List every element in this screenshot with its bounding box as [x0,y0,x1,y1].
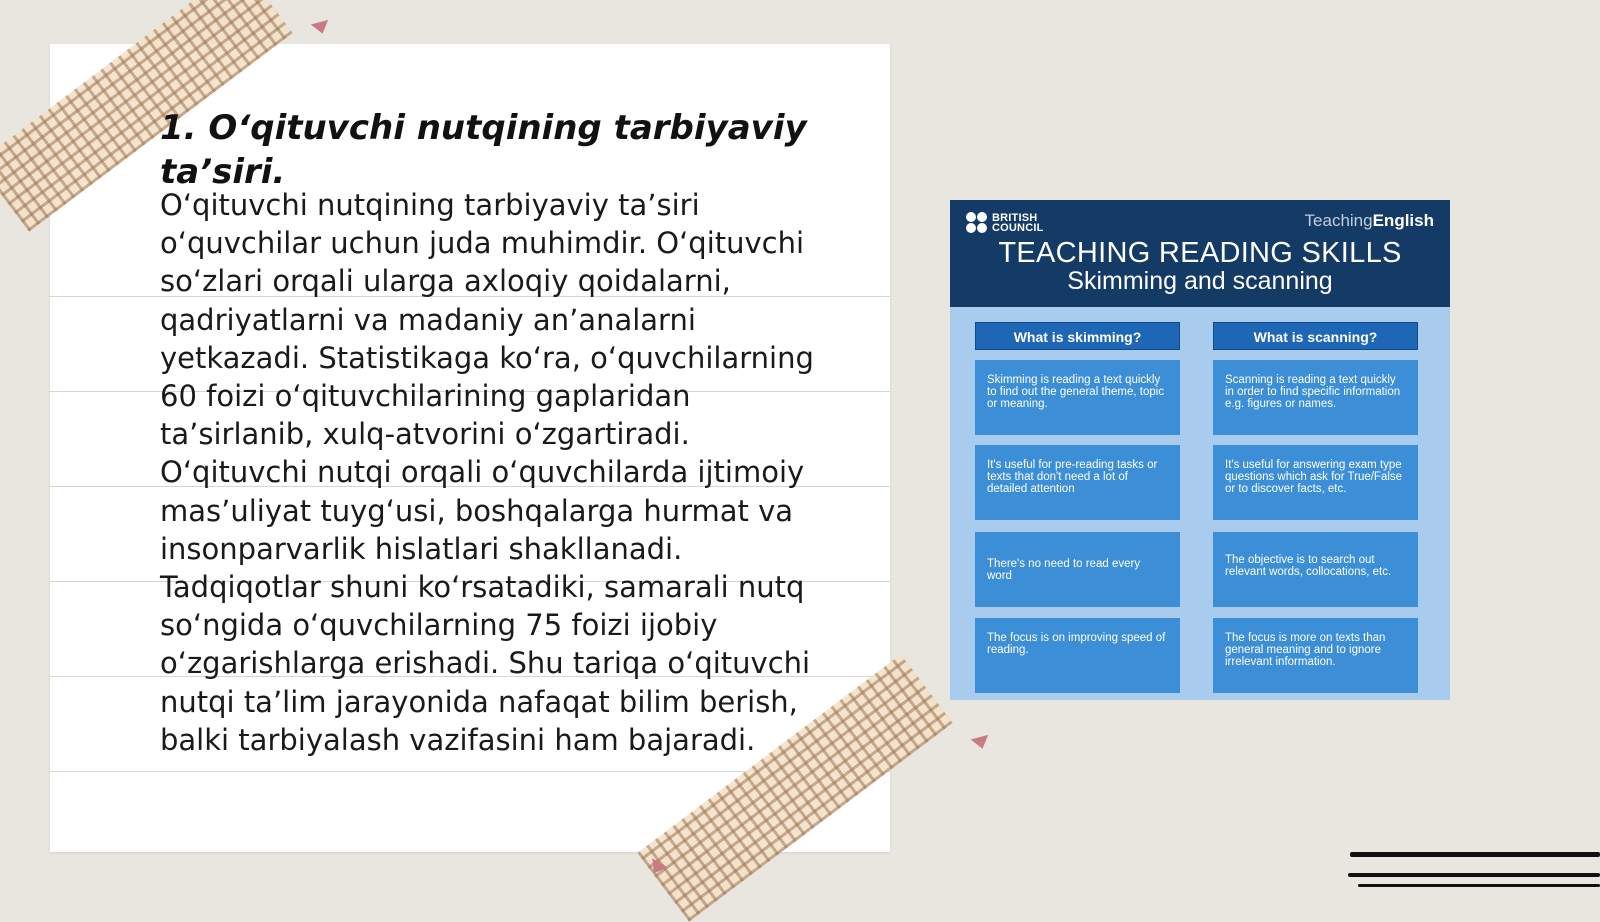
poster-subtitle: Skimming and scanning [1067,267,1333,295]
scanning-card: It's useful for answering exam type questions which ask for True/False or to discover facts, etc. [1213,445,1418,520]
slide-content [160,106,830,759]
scanning-card: The objective is to search out relevant words, collocations, etc. [1213,532,1418,607]
british-council-logo [966,212,1052,234]
scanning-header: What is scanning? [1213,322,1418,350]
poster-header [950,200,1450,307]
skimming-card: The focus is on improving speed of reading. [975,618,1180,693]
skimming-card: There's no need to read every word [975,532,1180,607]
slide-body: O‘qituvchi nutqining tarbiyaviy ta’siri o‘quvchilar uchun juda muhimdir. O‘qituvchi so‘zlari orqali ularga axloqiy qoidalarni, qadriyatlarni va madaniy an’analarni yetkazadi. Statistikaga ko‘ra, o‘quvchilarning 60 foizi o‘qituvchilarining gaplaridan ta’sirlanib, xulq-atvorini o‘zgartiradi. O‘qituvchi nutqi orqali o‘quvchilarda ijtimoiy mas’uliyat tuyg‘usi, boshqalarga hurmat va insonparvarlik hislatlari shakllanadi. Tadqiqotlar shuni ko‘rsatadiki, samarali nutq so‘ngida o‘quvchilarning 75 foizi ijobiy o‘zgarishlarga erishadi. Shu tariqa o‘qituvchi nutqi ta’lim jarayonida nafaqat bilim berish, balki tarbiyalash vazifasini ham bajaradi. [160,188,814,757]
teaching-reading-skills-poster [950,200,1450,700]
pin-icon [971,735,991,751]
skimming-header: What is skimming? [975,322,1180,350]
scanning-card: The focus is more on texts than general meaning and to ignore irrelevant information. [1213,618,1418,693]
british-council-dots-icon [966,212,988,234]
skimming-card: It's useful for pre-reading tasks or texts that don't need a lot of detailed attention [975,445,1180,520]
teaching-english-logo: TeachingEnglish [1304,211,1434,230]
scanning-card: Scanning is reading a text quickly in order to find specific information e.g. figures or names. [1213,360,1418,435]
poster-title: TEACHING READING SKILLS [998,237,1402,269]
pin-icon [311,20,331,36]
skimming-card: Skimming is reading a text quickly to find out the general theme, topic or meaning. [975,360,1180,435]
slide-title: 1. O‘qituvchi nutqining tarbiyaviy ta’siri. [160,108,807,192]
british-council-wordmark: BRITISH COUNCIL [992,212,1044,234]
